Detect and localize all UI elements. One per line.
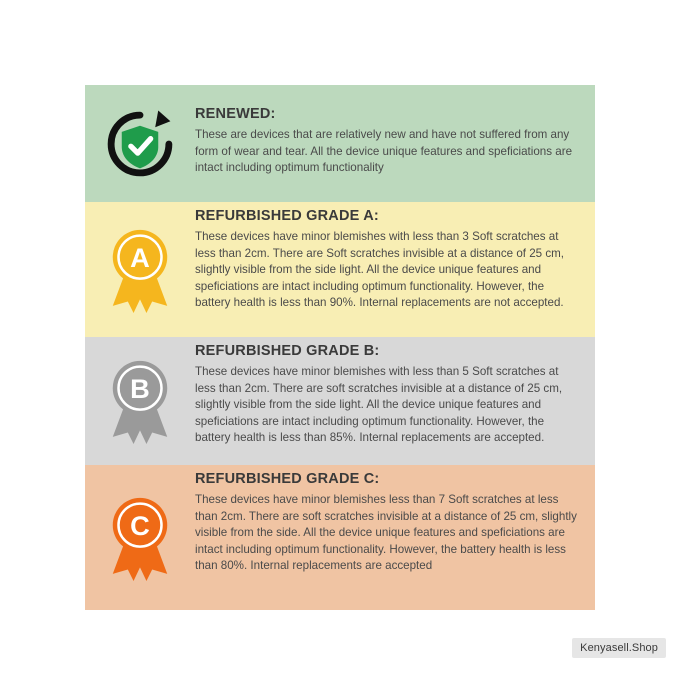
- grade-a-letter: A: [130, 241, 150, 273]
- tier-title-grade-c: REFURBISHED GRADE C:: [195, 471, 380, 487]
- tier-description-grade-a: These devices have minor blemishes with less than 3 Soft scratches at less than 2cm. There are Soft scratches invisible at a distance of 25 cm, slightly visible from the side light. All the device unique features and speficiations are intact including optimum functionality. However, the battery health is less than 90%. Internal replacements are not accepted.: [195, 230, 565, 310]
- award-ribbon-icon: [104, 358, 176, 444]
- tier-card-grade-c: [85, 465, 595, 610]
- tier-title-renewed: RENEWED:: [195, 106, 276, 122]
- tier-text-grade-c: [195, 465, 595, 575]
- tier-text-grade-a: [195, 202, 595, 312]
- watermark-label: Kenyasell.Shop: [572, 638, 666, 658]
- grade-b-letter: B: [130, 373, 150, 405]
- renewed-icon-container: [85, 85, 195, 202]
- tier-card-renewed: [85, 85, 595, 202]
- tier-title-grade-b: REFURBISHED GRADE B:: [195, 343, 380, 359]
- tier-description-renewed: These are devices that are relatively new and have not suffered from any form of wear and tear. All the device unique features and speficiations are intact including optimum functionality: [195, 128, 573, 175]
- grade-c-letter: C: [130, 509, 150, 541]
- tier-card-grade-b: [85, 337, 595, 465]
- tier-text-renewed: [195, 85, 595, 177]
- tier-description-grade-c: These devices have minor blemishes less than 7 Soft scratches at less than 2cm. There are soft scratches invisible at a distance of 25 cm, slightly visible from the side. All the device unique features and speficiations are intact including optimum functionality. However, the battery health is less than 80%. Internal replacements are accepted: [195, 493, 577, 573]
- renewed-shield-refresh-icon: [102, 106, 178, 182]
- grade-b-icon-container: [85, 337, 195, 465]
- tier-description-grade-b: These devices have minor blemishes with less than 5 Soft scratches at less than 2cm. There are soft scratches invisible at a distance of 25 cm, slightly visible from the side light. All the device unique features and speficiations are intact including optimum functionality. However, the battery health is less than 85%. Internal replacements are accepted.: [195, 365, 563, 445]
- tier-card-grade-a: [85, 202, 595, 337]
- award-ribbon-icon: [104, 227, 176, 313]
- grade-a-icon-container: [85, 202, 195, 337]
- award-ribbon-icon: [104, 495, 176, 581]
- grade-c-icon-container: [85, 465, 195, 610]
- tier-text-grade-b: [195, 337, 595, 447]
- tier-title-grade-a: REFURBISHED GRADE A:: [195, 208, 379, 224]
